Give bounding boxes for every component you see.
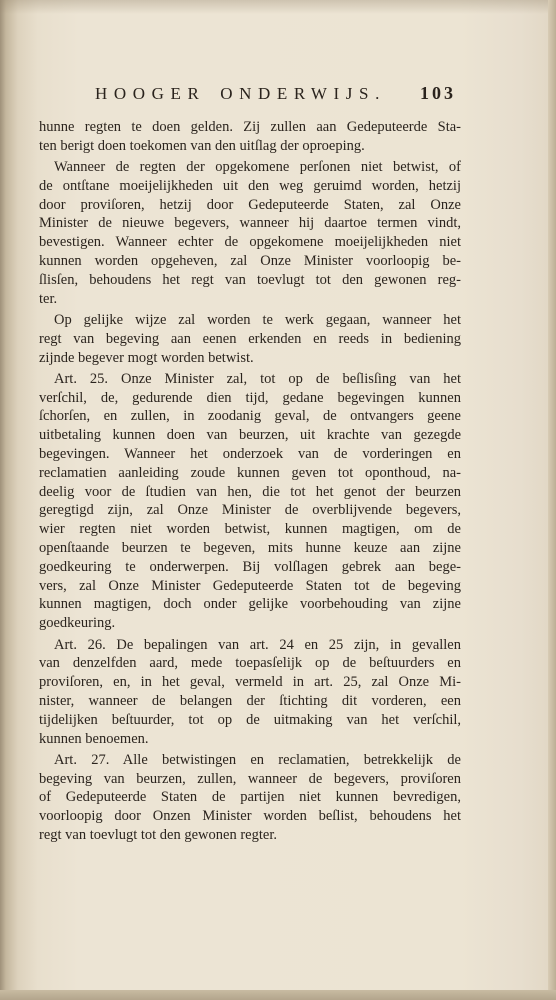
text-line: regt van toevlugt tot den gewonen regter. bbox=[39, 826, 277, 843]
text-line: openſtaande beurzen te begeven, mits hunne keuze aan zijne bbox=[39, 540, 461, 557]
text-line: ten berigt doen toekomen van den uitſlag der oproeping. bbox=[39, 137, 365, 154]
running-head: HOOGER ONDERWIJS. bbox=[95, 84, 386, 103]
paragraph bbox=[39, 311, 461, 367]
text-line: Wanneer de regten der opgekomene perſonen niet betwist, of bbox=[54, 159, 461, 176]
text-line: goedkeuring te onderwerpen. Bij volſlagen gebrek aan bege- bbox=[39, 558, 461, 575]
text-line: hunne regten te doen gelden. Zij zullen aan Gedeputeerde Sta- bbox=[39, 119, 461, 135]
text-line: begeving van beurzen, zullen, wanneer de begevers, proviſoren bbox=[39, 770, 461, 787]
text-line: goedkeuring. bbox=[39, 615, 116, 632]
text-line: begevingen. Wanneer het onderzoek van de vorderingen en bbox=[39, 446, 461, 463]
text-line: wier regten niet worden betwist, kunnen magtigen, om de bbox=[39, 521, 461, 538]
text-line: proviſoren, en, in het geval, vermeld in art. 25, zal Onze Mi- bbox=[39, 674, 461, 691]
text-line: ter. bbox=[39, 290, 58, 307]
body-text bbox=[39, 118, 461, 845]
text-line: van denzelfden aard, mede toepasſelijk op de beſtuurders en bbox=[39, 655, 461, 672]
text-line: ſlisſen, behoudens het regt van toevlugt tot den gewonen reg- bbox=[39, 271, 461, 288]
paragraph bbox=[39, 370, 461, 633]
page-edge bbox=[548, 0, 556, 1000]
page-number: 103 bbox=[420, 83, 456, 103]
text-line: reclamatien aanleiding zoude kunnen geven tot oponthoud, na- bbox=[39, 464, 461, 481]
text-line: nister, wanneer de belangen der ſtichting dit vorderen, een bbox=[39, 692, 461, 709]
text-line: zijnde begever mogt worden betwist. bbox=[39, 349, 254, 366]
text-line: Art. 25. Onze Minister zal, tot op de beſlisſing van het bbox=[54, 370, 461, 387]
paragraph bbox=[39, 636, 461, 749]
text-line: Art. 27. Alle betwistingen en reclamatien, betrekkelijk de bbox=[54, 751, 461, 768]
text-line: kunnen benoemen. bbox=[39, 730, 149, 747]
paragraph bbox=[39, 158, 461, 308]
text-line: Op gelijke wijze zal worden te werk gegaan, wanneer het bbox=[54, 311, 461, 328]
text-line: regt van begeving aan eenen erkenden en reeds in bediening bbox=[39, 330, 461, 347]
page-bottom-edge bbox=[0, 990, 556, 1000]
text-line: kunnen worden opgeheven, zal Onze Minister voorloopig be- bbox=[39, 253, 461, 270]
text-line: vers, zal Onze Minister Gedeputeerde Staten tot de begeving bbox=[39, 577, 461, 594]
text-line: tijdelijken beſtuurder, tot op de uitmaking van het verſchil, bbox=[39, 711, 461, 728]
text-line: ſchorſen, en zullen, in zoodanig geval, de ontvangers geene bbox=[39, 408, 461, 425]
text-line: deelig voor de ſtudien van hen, die tot het genot der beurzen bbox=[39, 483, 461, 500]
paragraph bbox=[39, 118, 461, 156]
text-line: geregtigd zijn, zal Onze Minister de overblijvende begevers, bbox=[39, 502, 461, 519]
paragraph bbox=[39, 751, 461, 845]
text-line: verſchil, de, gedurende dien tijd, gedane begevingen kunnen bbox=[39, 389, 461, 406]
text-line: of Gedeputeerde Staten de partijen niet kunnen bevredigen, bbox=[39, 789, 461, 806]
text-line: Art. 26. De bepalingen van art. 24 en 25 zijn, in gevallen bbox=[54, 636, 461, 653]
text-line: Minister de nieuwe begevers, wanneer hij daartoe termen vindt, bbox=[39, 215, 461, 232]
text-line: door proviſoren, hetzij door Gedeputeerde Staten, zal Onze bbox=[39, 196, 461, 213]
text-line: bevestigen. Wanneer echter de opgekomene moeijelijkheden niet bbox=[39, 234, 461, 251]
text-line: voorloopig door Onzen Minister worden beſlist, behoudens het bbox=[39, 808, 461, 825]
text-line: kunnen magtigen, doch onder gelijke voorbehouding van zijne bbox=[39, 596, 461, 613]
text-line: uitbetaling kunnen doen van beurzen, uit krachte van gezegde bbox=[39, 427, 461, 444]
text-line: de ontſtane moeijelijkheden uit den weg geruimd worden, hetzij bbox=[39, 177, 461, 194]
